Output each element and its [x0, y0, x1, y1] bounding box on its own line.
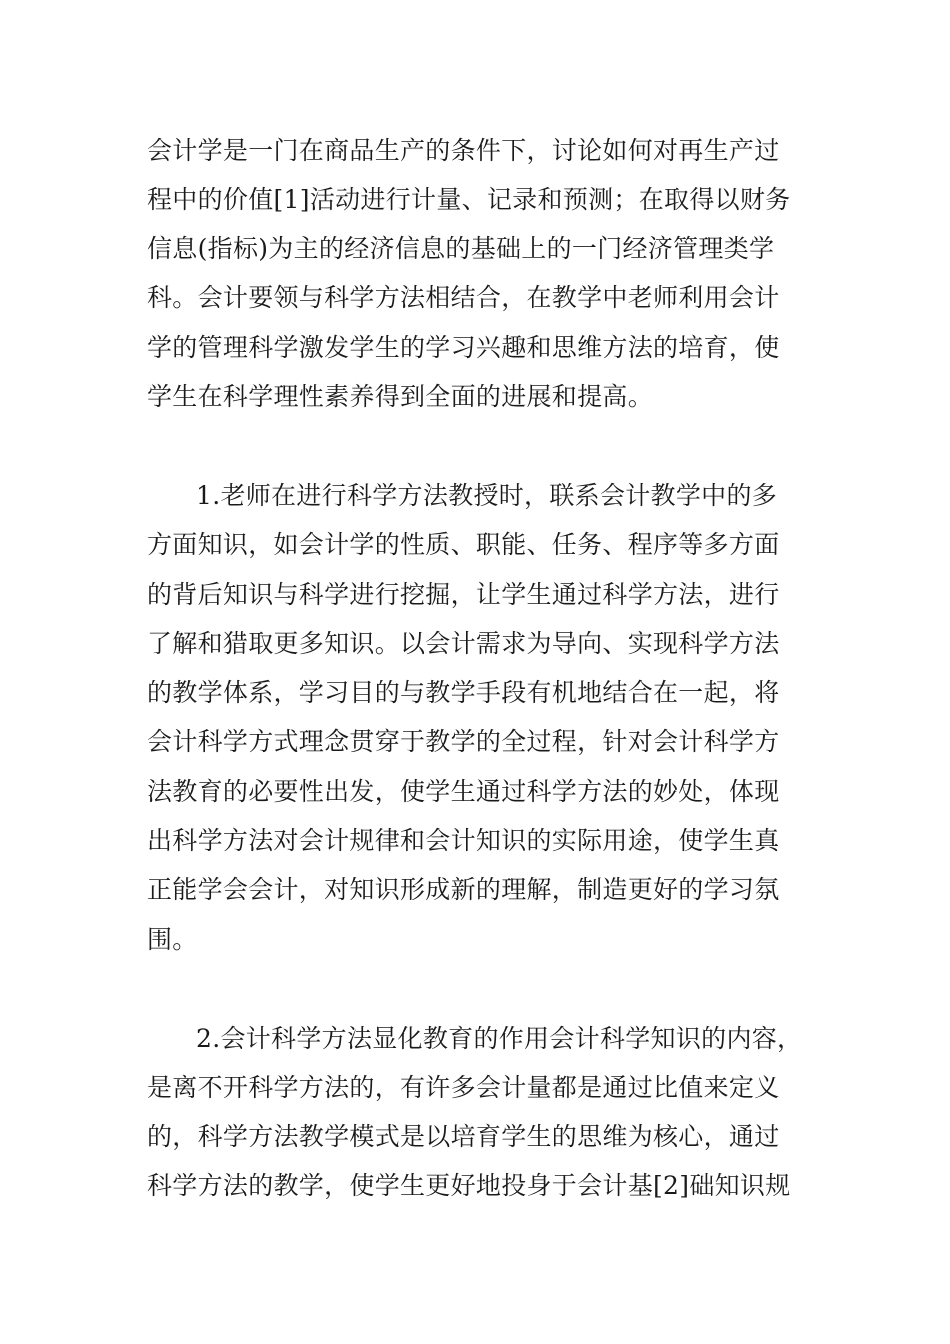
paragraph-2-line-3: 的背后知识与科学进行挖掘，让学生通过科学方法，进行	[147, 580, 780, 609]
paragraph-2-line-2: 方面知识，如会计学的性质、职能、任务、程序等多方面	[147, 530, 780, 559]
paragraph-2-line-1: 1.老师在进行科学方法教授时，联系会计教学中的多	[196, 481, 778, 510]
paragraph-2-line-9: 正能学会会计，对知识形成新的理解，制造更好的学习氛	[147, 875, 780, 904]
paragraph-1-line-6: 学生在科学理性素养得到全面的进展和提高。	[147, 382, 654, 411]
paragraph-1-line-4: 科。会计要领与科学方法相结合，在教学中老师利用会计	[147, 283, 780, 312]
paragraph-3-line-1: 2.会计科学方法显化教育的作用会计科学知识的内容，	[196, 1024, 803, 1053]
paragraph-2-line-10: 围。	[147, 925, 198, 954]
paragraph-1-line-1: 会计学是一门在商品生产的条件下，讨论如何对再生产过	[147, 136, 780, 165]
paragraph-2-line-6: 会计科学方式理念贯穿于教学的全过程，针对会计科学方	[147, 727, 780, 756]
paragraph-3-line-2: 是离不开科学方法的，有许多会计量都是通过比值来定义	[147, 1073, 780, 1102]
paragraph-1-line-3: 信息(指标)为主的经济信息的基础上的一门经济管理类学	[147, 234, 775, 263]
paragraph-2-line-8: 出科学方法对会计规律和会计知识的实际用途，使学生真	[147, 826, 780, 855]
paragraph-1-line-2: 程中的价值[1]活动进行计量、记录和预测；在取得以财务	[147, 185, 791, 214]
paragraph-3-line-4: 科学方法的教学，使学生更好地投身于会计基[2]础知识规	[147, 1171, 791, 1200]
paragraph-2-line-7: 法教育的必要性出发，使学生通过科学方法的妙处，体现	[147, 777, 780, 806]
paragraph-1-line-5: 学的管理科学激发学生的学习兴趣和思维方法的培育，使	[147, 333, 780, 362]
paragraph-2-line-5: 的教学体系，学习目的与教学手段有机地结合在一起，将	[147, 678, 780, 707]
paragraph-3-line-3: 的，科学方法教学模式是以培育学生的思维为核心，通过	[147, 1122, 780, 1151]
paragraph-2-line-4: 了解和猎取更多知识。以会计需求为导向、实现科学方法	[147, 629, 780, 658]
